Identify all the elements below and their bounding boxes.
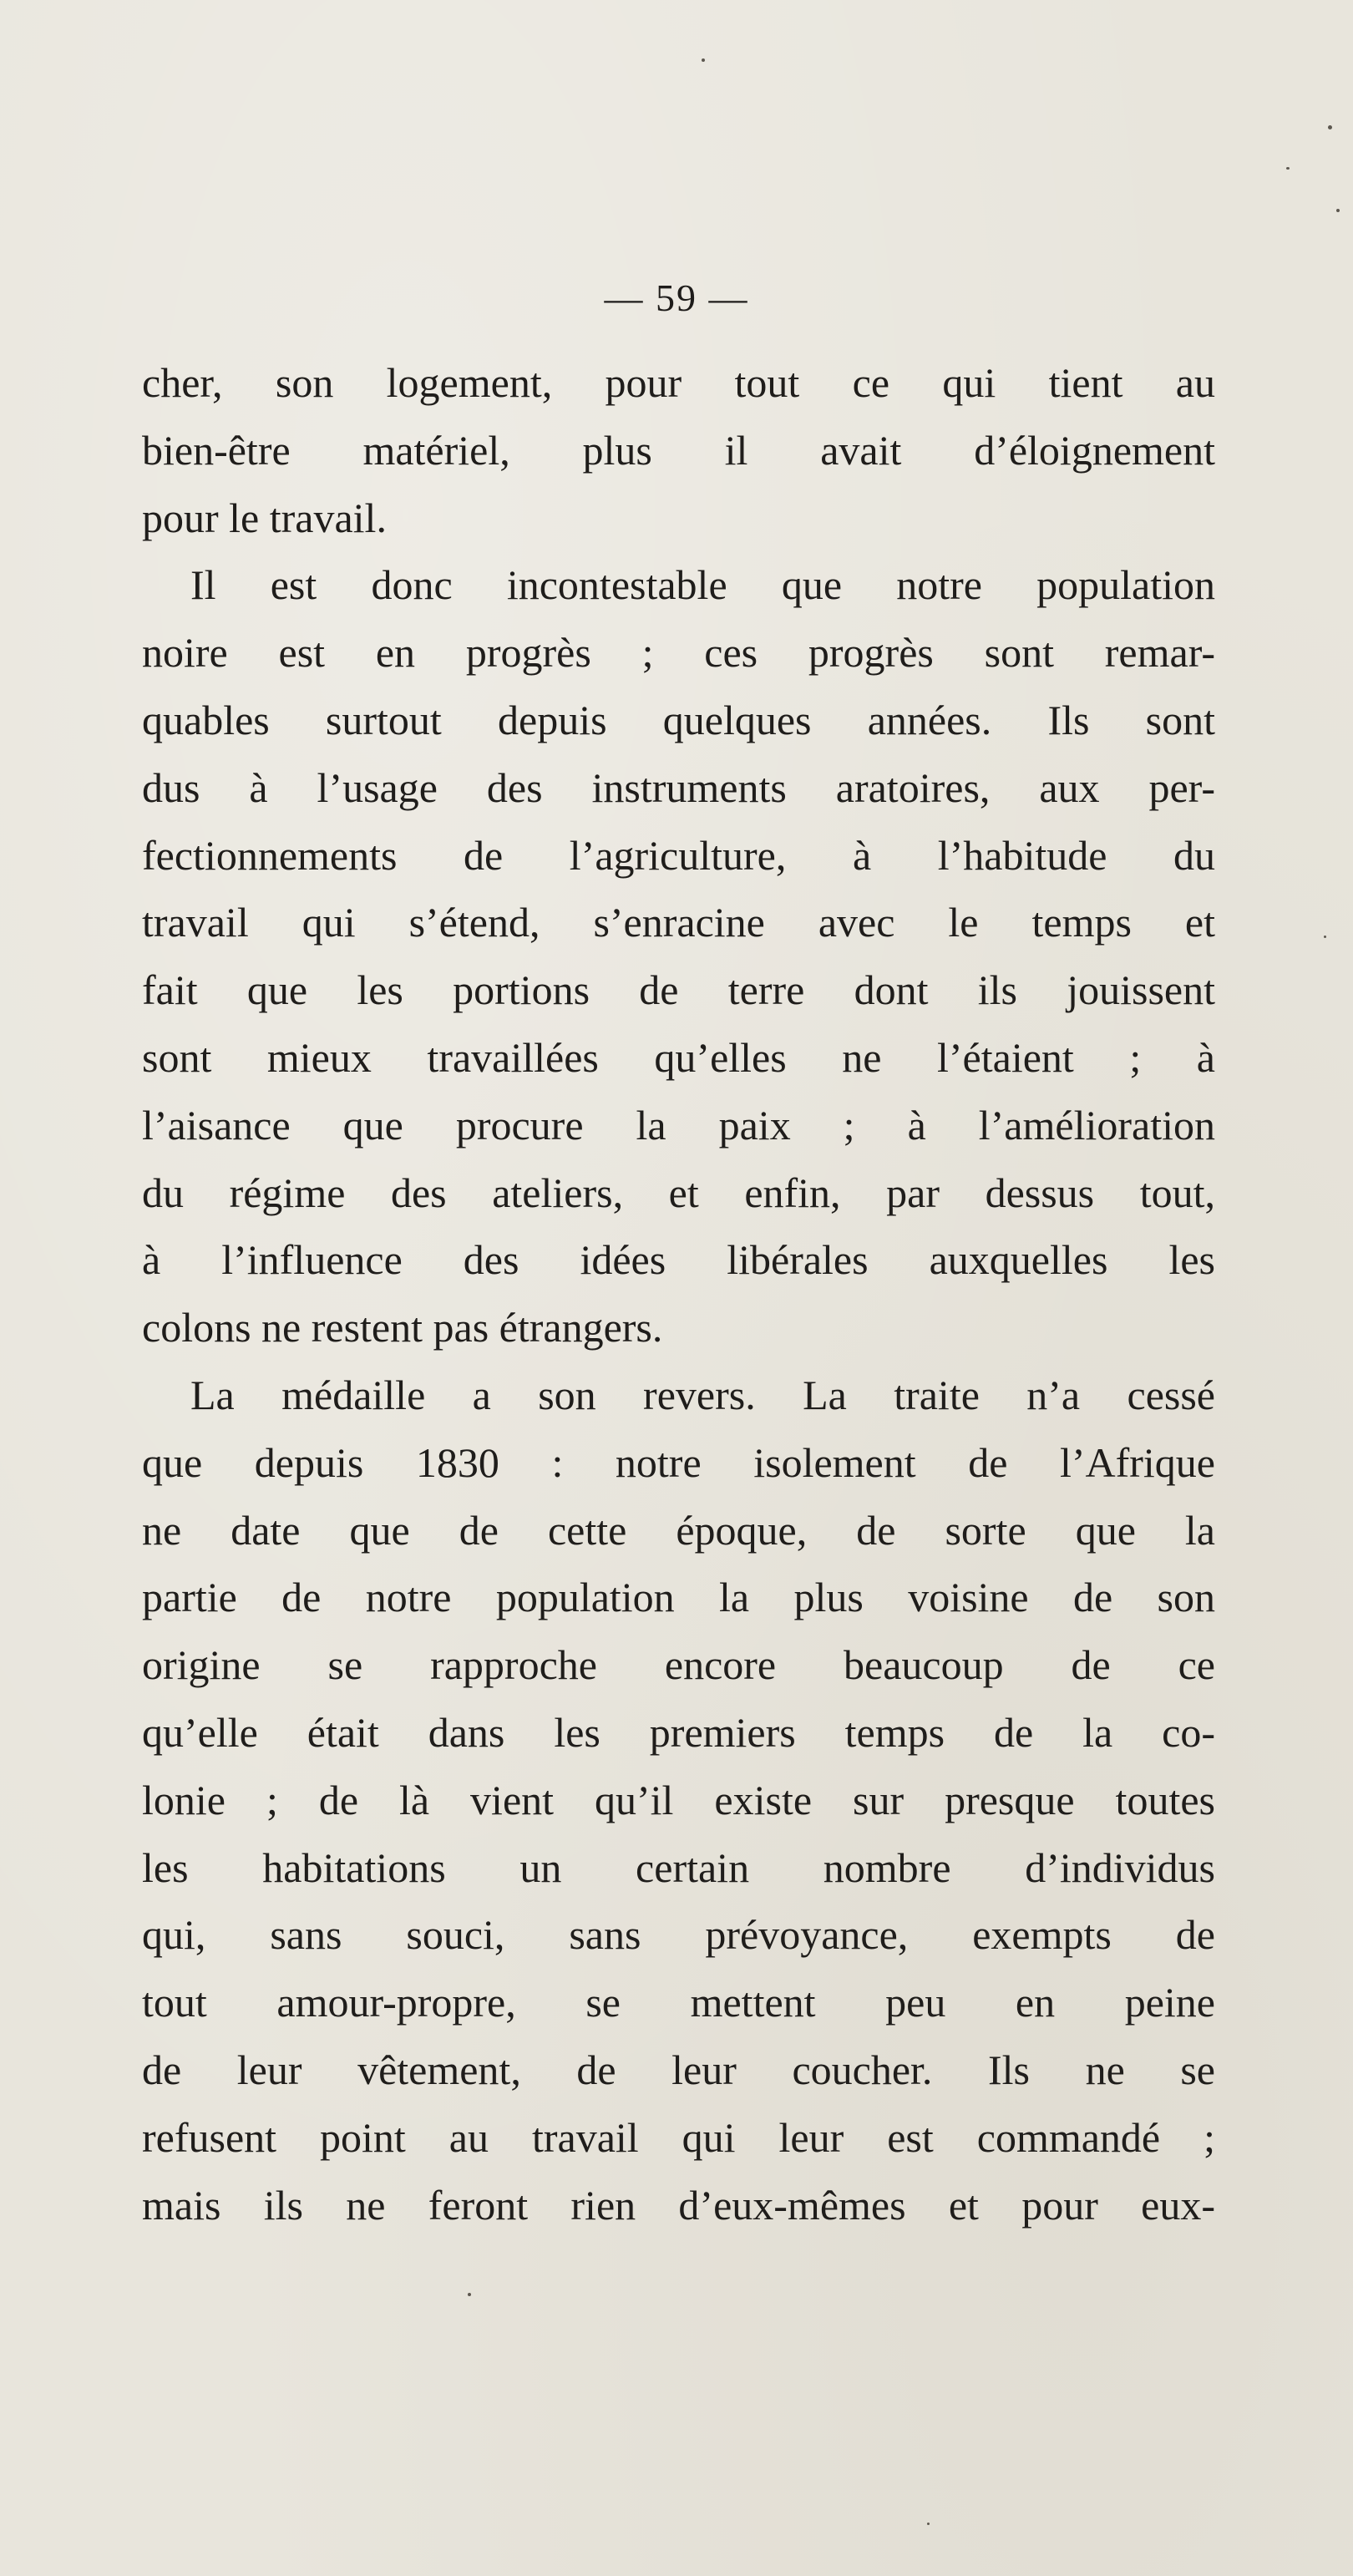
text-line: du régime des ateliers, et enfin, par dessus tout, <box>142 1169 1215 1216</box>
text-line: de leur vêtement, de leur coucher. Ils ne se <box>142 2046 1215 2093</box>
page-number: — 59 — <box>604 276 749 319</box>
paragraph-first-line: La médaille a son revers. La traite n’a cessé <box>190 1371 1215 1418</box>
text-line: sont mieux travaillées qu’elles ne l’étaient ; à <box>142 1033 1215 1081</box>
text-line: refusent point au travail qui leur est commandé ; <box>142 2113 1215 2161</box>
text-line: origine se rapproche encore beaucoup de ce <box>142 1641 1215 1689</box>
text-line: qui, sans souci, sans prévoyance, exempts de <box>142 1911 1215 1959</box>
text-line: l’aisance que procure la paix ; à l’amélioration <box>142 1101 1215 1149</box>
text-line: tout amour-propre, se mettent peu en peine <box>142 1979 1215 2026</box>
text-line: les habitations un certain nombre d’individus <box>142 1843 1215 1891</box>
text-line: bien-être matériel, plus il avait d’éloignement <box>142 426 1215 474</box>
paper-speck <box>1286 167 1290 170</box>
text-line: fait que les portions de terre dont ils jouissent <box>142 966 1215 1014</box>
text-line: que depuis 1830 : notre isolement de l’Afrique <box>142 1438 1215 1486</box>
text-line: qu’elle était dans les premiers temps de la co- <box>142 1708 1215 1756</box>
text-line: pour le travail. <box>142 494 387 541</box>
paper-speck <box>1336 209 1340 212</box>
text-line: cher, son logement, pour tout ce qui tient au <box>142 359 1215 406</box>
paper-speck <box>1324 936 1326 938</box>
body-text <box>142 349 1215 2239</box>
text-line: noire est en progrès ; ces progrès sont remar- <box>142 629 1215 677</box>
text-line: colons ne restent pas étrangers. <box>142 1304 663 1351</box>
text-line: fectionnements de l’agriculture, à l’habitude du <box>142 831 1215 879</box>
paragraph-first-line: Il est donc incontestable que notre population <box>190 561 1215 609</box>
text-line: lonie ; de là vient qu’il existe sur presque toutes <box>142 1776 1215 1823</box>
text-line: dus à l’usage des instruments aratoires, aux per- <box>142 763 1215 811</box>
text-line: à l’influence des idées libérales auxquelles les <box>142 1236 1215 1284</box>
paper-speck <box>702 58 705 62</box>
text-line: mais ils ne feront rien d’eux-mêmes et pour eux- <box>142 2181 1215 2229</box>
paper-speck <box>927 2523 930 2525</box>
paper-speck <box>468 2293 471 2296</box>
text-line: partie de notre population la plus voisine de son <box>142 1574 1215 1621</box>
paper-speck <box>1328 125 1332 129</box>
text-line: ne date que de cette époque, de sorte que la <box>142 1506 1215 1554</box>
text-line: quables surtout depuis quelques années. Ils sont <box>142 696 1215 743</box>
text-line: travail qui s’étend, s’enracine avec le temps et <box>142 899 1215 946</box>
